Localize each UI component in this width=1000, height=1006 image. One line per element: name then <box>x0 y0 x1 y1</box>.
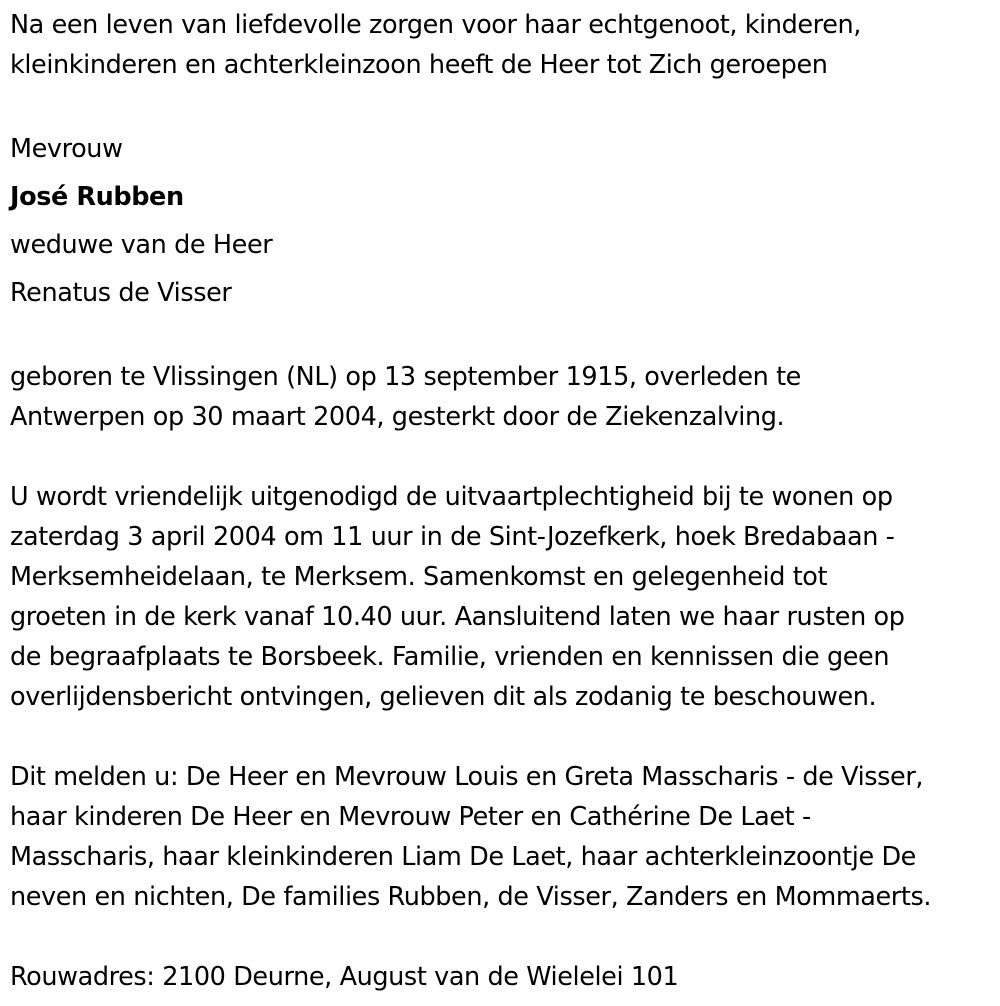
mourning-address: Rouwadres: 2100 Deurne, August van de Wielelei 101 <box>10 962 679 992</box>
address-paragraph <box>10 957 995 997</box>
paragraph-gap <box>10 917 995 957</box>
announcers-line-1: Dit melden u: De Heer en Mevrouw Louis en Greta Masscharis - de Visser, <box>10 762 924 792</box>
funeral-line-3: Merksemheidelaan, te Merksem. Samenkomst en gelegenheid tot <box>10 562 828 592</box>
paragraph-gap <box>10 437 995 477</box>
paragraph-gap <box>10 717 995 757</box>
paragraph-gap <box>10 85 995 125</box>
intro-line-2: kleinkinderen en achterkleinzoon heeft de Heer tot Zich geroepen <box>10 50 828 80</box>
person-block <box>10 125 995 317</box>
funeral-line-1: U wordt vriendelijk uitgenodigd de uitvaartplechtigheid bij te wonen op <box>10 482 893 512</box>
funeral-line-4: groeten in de kerk vanaf 10.40 uur. Aansluitend laten we haar rusten op <box>10 602 905 632</box>
birth-death-line-2: Antwerpen op 30 maart 2004, gesterkt door de Ziekenzalving. <box>10 402 785 432</box>
obituary-document <box>10 5 995 997</box>
funeral-line-5: de begraafplaats te Borsbeek. Familie, vrienden en kennissen die geen <box>10 642 890 672</box>
paragraph-gap <box>10 317 995 357</box>
funeral-line-2: zaterdag 3 april 2004 om 11 uur in de Sint-Jozefkerk, hoek Bredabaan - <box>10 522 895 552</box>
intro-line-1: Na een leven van liefdevolle zorgen voor haar echtgenoot, kinderen, <box>10 10 861 40</box>
announcers-line-2: haar kinderen De Heer en Mevrouw Peter en Cathérine De Laet - <box>10 802 811 832</box>
person-title: Mevrouw <box>10 134 123 164</box>
birth-death-line-1: geboren te Vlissingen (NL) op 13 september 1915, overleden te <box>10 362 801 392</box>
funeral-paragraph <box>10 477 995 717</box>
person-name: José Rubben <box>10 182 184 212</box>
announcers-line-3: Masscharis, haar kleinkinderen Liam De Laet, haar achterkleinzoontje De <box>10 842 916 872</box>
birth-death-paragraph <box>10 357 995 437</box>
announcers-line-4: neven en nichten, De families Rubben, de Visser, Zanders en Mommaerts. <box>10 882 932 912</box>
announcers-paragraph <box>10 757 995 917</box>
intro-paragraph <box>10 5 995 85</box>
funeral-line-6: overlijdensbericht ontvingen, gelieven dit als zodanig te beschouwen. <box>10 682 877 712</box>
person-spouse: Renatus de Visser <box>10 278 232 308</box>
person-widow-of: weduwe van de Heer <box>10 230 273 260</box>
